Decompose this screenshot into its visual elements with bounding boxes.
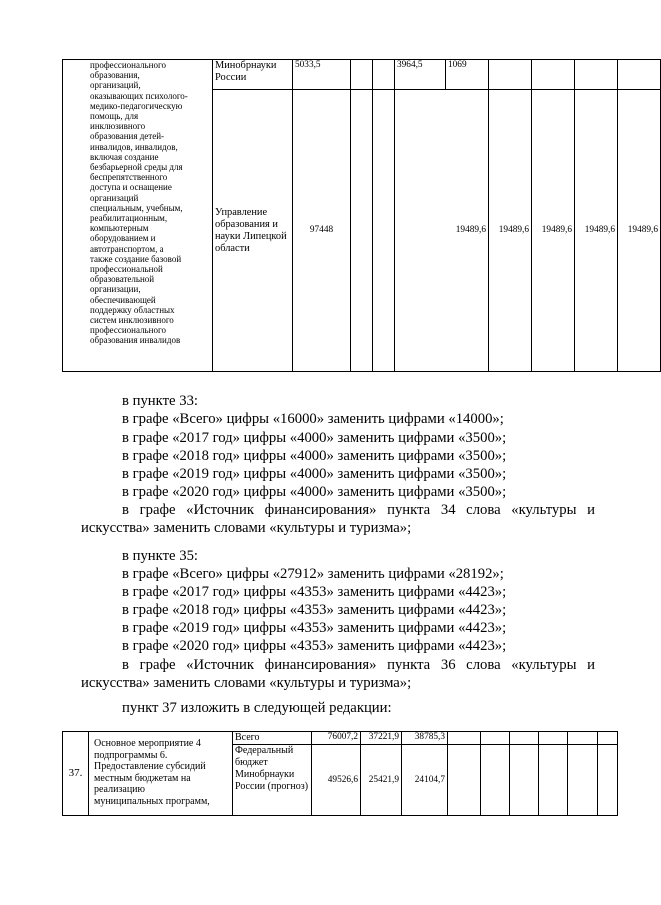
paragraph: в пункте 35: [122, 548, 198, 564]
measure-description: профессионального образования, организаций, оказывающих психолого- медико-педагогическую помощь, для инклюзивного образования детей- инвалидов, инвалидов, включая создание безбарьерной среды для беспрепятственного доступа и оснащение организаций специальным, учебным, реабилитационным, компьютерным оборудованием и автотранспортом, а также создание базовой профессиональной образовательной организации, обеспечивающей поддержку областных систем инклюзивного профессионального образования инвалидов [63, 60, 213, 372]
table-cell: 19489,6 [489, 90, 532, 372]
table-cell [373, 90, 395, 372]
table-cell [539, 732, 568, 745]
funding-source: Минобрнауки России [213, 60, 293, 90]
table-cell [575, 60, 618, 90]
paragraph: в графе «Всего» цифры «16000» заменить цифрами «14000»; [122, 411, 504, 427]
table-cell [532, 60, 575, 90]
paragraph: в графе «Всего» цифры «27912» заменить цифрами «28192»; [122, 566, 504, 582]
paragraph: в графе «Источник финансирования» пункта 34 слова «культуры и [122, 502, 595, 518]
table-cell: 19489,6 [575, 90, 618, 372]
table-cell [510, 732, 539, 745]
table-cell [598, 745, 618, 816]
paragraph: искусства» заменить словами «культуры и туризма»; [81, 675, 412, 691]
table-cell: 37221,9 [361, 732, 402, 745]
paragraph: в графе «2019 год» цифры «4353» заменить цифрами «4423»; [122, 620, 507, 636]
table-cell [568, 732, 598, 745]
table-cell [618, 60, 661, 90]
funding-source: Управление образования и науки Липецкой области [213, 90, 293, 372]
paragraph: в графе «Источник финансирования» пункта 36 слова «культуры и [122, 657, 595, 673]
item-37-table [62, 731, 618, 816]
table-cell: 19489,6 [395, 90, 489, 372]
table-cell [510, 745, 539, 816]
table-cell [539, 745, 568, 816]
table-cell: 19489,6 [532, 90, 575, 372]
paragraph: в графе «2020 год» цифры «4000» заменить цифрами «3500»; [122, 484, 507, 500]
paragraph: в графе «2018 год» цифры «4000» заменить цифрами «3500»; [122, 448, 507, 464]
funding-table-continued [62, 59, 661, 372]
table-cell: 3964,5 [395, 60, 446, 90]
funding-source: Федеральный бюджет Минобрнауки России (прогноз) [233, 745, 312, 816]
table-cell [568, 745, 598, 816]
table-cell: 19489,6 [618, 90, 661, 372]
funding-source: Всего [233, 732, 312, 745]
table-cell: 25421,9 [361, 745, 402, 816]
table-cell [489, 60, 532, 90]
table-cell [373, 60, 395, 90]
table-cell: 5033,5 [293, 60, 351, 90]
table-row [63, 732, 618, 745]
paragraph: в графе «2017 год» цифры «4353» заменить цифрами «4423»; [122, 584, 507, 600]
table-cell: 97448 [293, 90, 351, 372]
table-cell [481, 732, 510, 745]
paragraph: в графе «2017 год» цифры «4000» заменить цифрами «3500»; [122, 430, 507, 446]
table-cell [481, 745, 510, 816]
paragraph: в графе «2019 год» цифры «4000» заменить цифрами «3500»; [122, 466, 507, 482]
paragraph: в графе «2018 год» цифры «4353» заменить цифрами «4423»; [122, 602, 507, 618]
measure-description: Основное мероприятие 4 подпрограммы 6. Предоставление субсидий местным бюджетам на реализацию муниципальных программ, [89, 732, 233, 816]
table-cell [598, 732, 618, 745]
paragraph: в графе «2020 год» цифры «4353» заменить цифрами «4423»; [122, 638, 507, 654]
table-cell: 24104,7 [402, 745, 448, 816]
paragraph: искусства» заменить словами «культуры и туризма»; [81, 520, 412, 536]
paragraph: пункт 37 изложить в следующей редакции: [122, 700, 392, 716]
table-cell: 1069 [446, 60, 489, 90]
table-row [63, 60, 661, 90]
table-cell [448, 745, 481, 816]
table-cell: 49526,6 [312, 745, 361, 816]
table-cell [448, 732, 481, 745]
paragraph: в пункте 33: [122, 393, 198, 409]
item-number: 37. [63, 732, 89, 816]
table-cell: 76007,2 [312, 732, 361, 745]
table-cell: 38785,3 [402, 732, 448, 745]
table-cell [351, 60, 373, 90]
table-cell [351, 90, 373, 372]
